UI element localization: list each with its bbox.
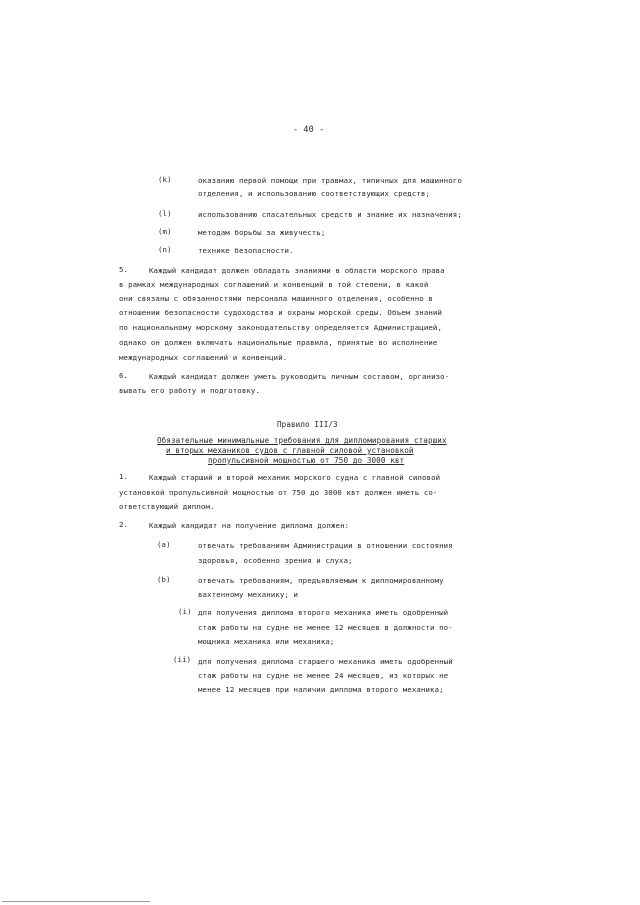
- item-k-marker: (k): [158, 175, 172, 184]
- rp2-a-marker: (a): [157, 540, 171, 549]
- para5-line-3: они связаны с обязанностями персонала машинного отделения, особенно в: [119, 294, 433, 303]
- para5-line-2: в рамках международных соглашений и конвенций в той степени, в какой: [119, 280, 429, 289]
- para5-line-4: отношении безопасности судоходства и охраны морской среды. Объем знаний: [119, 308, 443, 317]
- footer-rule: [2, 901, 150, 902]
- rp2-b-line-2: вахтенному механику; и: [198, 590, 299, 599]
- para6-line-2: вывать его работу и подготовку.: [119, 386, 261, 395]
- item-l-marker: (l): [158, 209, 172, 218]
- para6-line-1: Каждый кандидат должен уметь руководить личным составом, организо-: [149, 372, 450, 381]
- para6-number: 6.: [119, 371, 129, 380]
- rp2-b-marker: (b): [157, 575, 171, 584]
- rp2-ii-marker: (ii): [173, 655, 192, 664]
- para5-line-1: Каждый кандидат должен обладать знаниями в области морского права: [149, 266, 445, 275]
- item-m-marker: (m): [158, 227, 172, 236]
- rp1-line-1: Каждый старший и второй механик морского судна с главной силовой: [149, 473, 441, 482]
- rp2-i-line-3: мощника механика или механика;: [198, 637, 335, 646]
- item-k-line-2: отделения, и использованию соответствующих средств;: [198, 189, 431, 198]
- page-number: - 40 -: [293, 125, 325, 135]
- rp2-number: 2.: [119, 520, 129, 529]
- rp1-line-3: ответствующий диплом.: [119, 502, 215, 511]
- rp2-b-line-1: отвечать требованиям, предъявляемым к дипломированному: [198, 576, 444, 585]
- rp2-ii-line-2: стаж работы на судне не менее 24 месяцев, из которых не: [198, 671, 449, 680]
- item-k-line-1: оказанию первой помощи при травмах, типичных для машинного: [198, 176, 462, 185]
- rp2-i-line-1: для получения диплома второго механика иметь одобренный: [198, 608, 449, 617]
- rp2-ii-line-3: менее 12 месяцев при наличии диплома второго механика;: [198, 685, 444, 694]
- rp1-line-2: установкой пропульсивной мощностью от 750 до 3000 квт должен иметь со-: [119, 488, 438, 497]
- rp2-a-line-1: отвечать требованиям Администрации в отношении состояния: [198, 541, 453, 550]
- rp2-a-line-2: здоровья, особенно зрения и слуха;: [198, 556, 353, 565]
- rule-title-line-3: пропульсивной мощностью от 750 до 3000 квт: [208, 456, 405, 465]
- para5-line-7: международных соглашений и конвенций.: [119, 353, 288, 362]
- rule-heading: Правило III/3: [277, 420, 338, 429]
- rule-title-line-2: и вторых механиков судов с главной силовой установкой: [166, 446, 414, 455]
- para5-line-5: по национальному морскому законодательству определяется Администрацией,: [119, 323, 443, 332]
- rp1-number: 1.: [119, 472, 129, 481]
- rp2-ii-line-1: для получения диплома старшего механика иметь одобренный: [198, 657, 453, 666]
- rp2-i-line-2: стаж работы на судне не менее 12 месяцев в должности по-: [198, 623, 453, 632]
- rule-title-line-1: Обязательные минимальные требования для дипломирования старших: [157, 436, 447, 445]
- rp2-intro: Каждый кандидат на получение диплома должен:: [149, 521, 350, 530]
- item-n-marker: (n): [158, 245, 172, 254]
- item-l-line-1: использованию спасательных средств и знание их назначения;: [198, 210, 462, 219]
- item-n-line-1: технике безопасности.: [198, 246, 294, 255]
- item-m-line-1: методам борьбы за живучесть;: [198, 228, 326, 237]
- para5-line-6: однако он должен включать национальные правила, принятые во исполнение: [119, 338, 438, 347]
- para5-number: 5.: [119, 265, 129, 274]
- rp2-i-marker: (i): [178, 607, 192, 616]
